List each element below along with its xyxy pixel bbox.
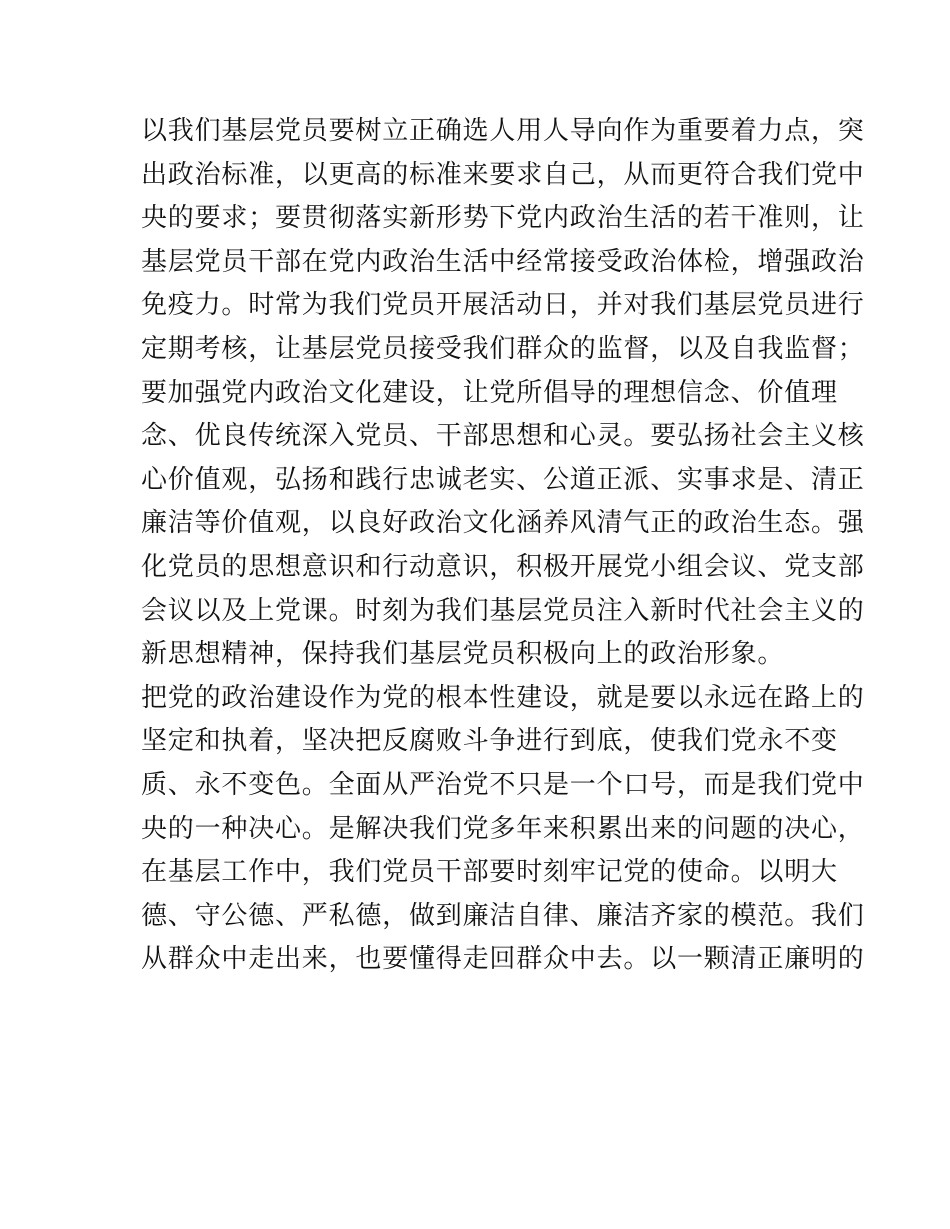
text-line: 以我们基层党员要树立正确选人用人导向作为重要着力点，突	[141, 116, 865, 146]
text-line: 基层党员干部在党内政治生活中经常接受政治体检，增强政治	[141, 246, 865, 277]
text-line: 在基层工作中，我们党员干部要时刻牢记党的使命。以明大	[141, 857, 838, 888]
text-line: 心价值观，弘扬和践行忠诚老实、公道正派、实事求是、清正	[141, 464, 865, 495]
text-line: 免疫力。时常为我们党员开展活动日，并对我们基层党员进行	[141, 290, 865, 321]
text-line: 质、永不变色。全面从严治党不只是一个口号，而是我们党中	[141, 769, 865, 800]
text-line: 会议以及上党课。时刻为我们基层党员注入新时代社会主义的	[141, 595, 865, 626]
text-line: 把党的政治建设作为党的根本性建设，就是要以永远在路上的	[141, 682, 865, 713]
text-line: 央的要求；要贯彻落实新形势下党内政治生活的若干准则，让	[141, 203, 865, 234]
text-line: 新思想精神，保持我们基层党员积极向上的政治形象。	[141, 639, 785, 670]
text-line: 坚定和执着，坚决把反腐败斗争进行到底，使我们党永不变	[141, 726, 838, 757]
text-line: 廉洁等价值观，以良好政治文化涵养风清气正的政治生态。强	[141, 508, 865, 539]
text-line: 定期考核，让基层党员接受我们群众的监督，以及自我监督；	[141, 333, 865, 364]
text-line: 要加强党内政治文化建设，让党所倡导的理想信念、价值理	[141, 377, 838, 408]
text-line: 央的一种决心。是解决我们党多年来积累出来的问题的决心，	[141, 813, 865, 844]
body-text	[141, 110, 865, 982]
text-line: 化党员的思想意识和行动意识，积极开展党小组会议、党支部	[141, 551, 865, 582]
text-line: 出政治标准，以更高的标准来要求自己，从而更符合我们党中	[141, 159, 865, 190]
text-line: 念、优良传统深入党员、干部思想和心灵。要弘扬社会主义核	[141, 421, 865, 452]
text-line: 德、守公德、严私德，做到廉洁自律、廉洁齐家的模范。我们	[141, 900, 865, 931]
text-line: 从群众中走出来，也要懂得走回群众中去。以一颗清正廉明的	[141, 944, 865, 975]
